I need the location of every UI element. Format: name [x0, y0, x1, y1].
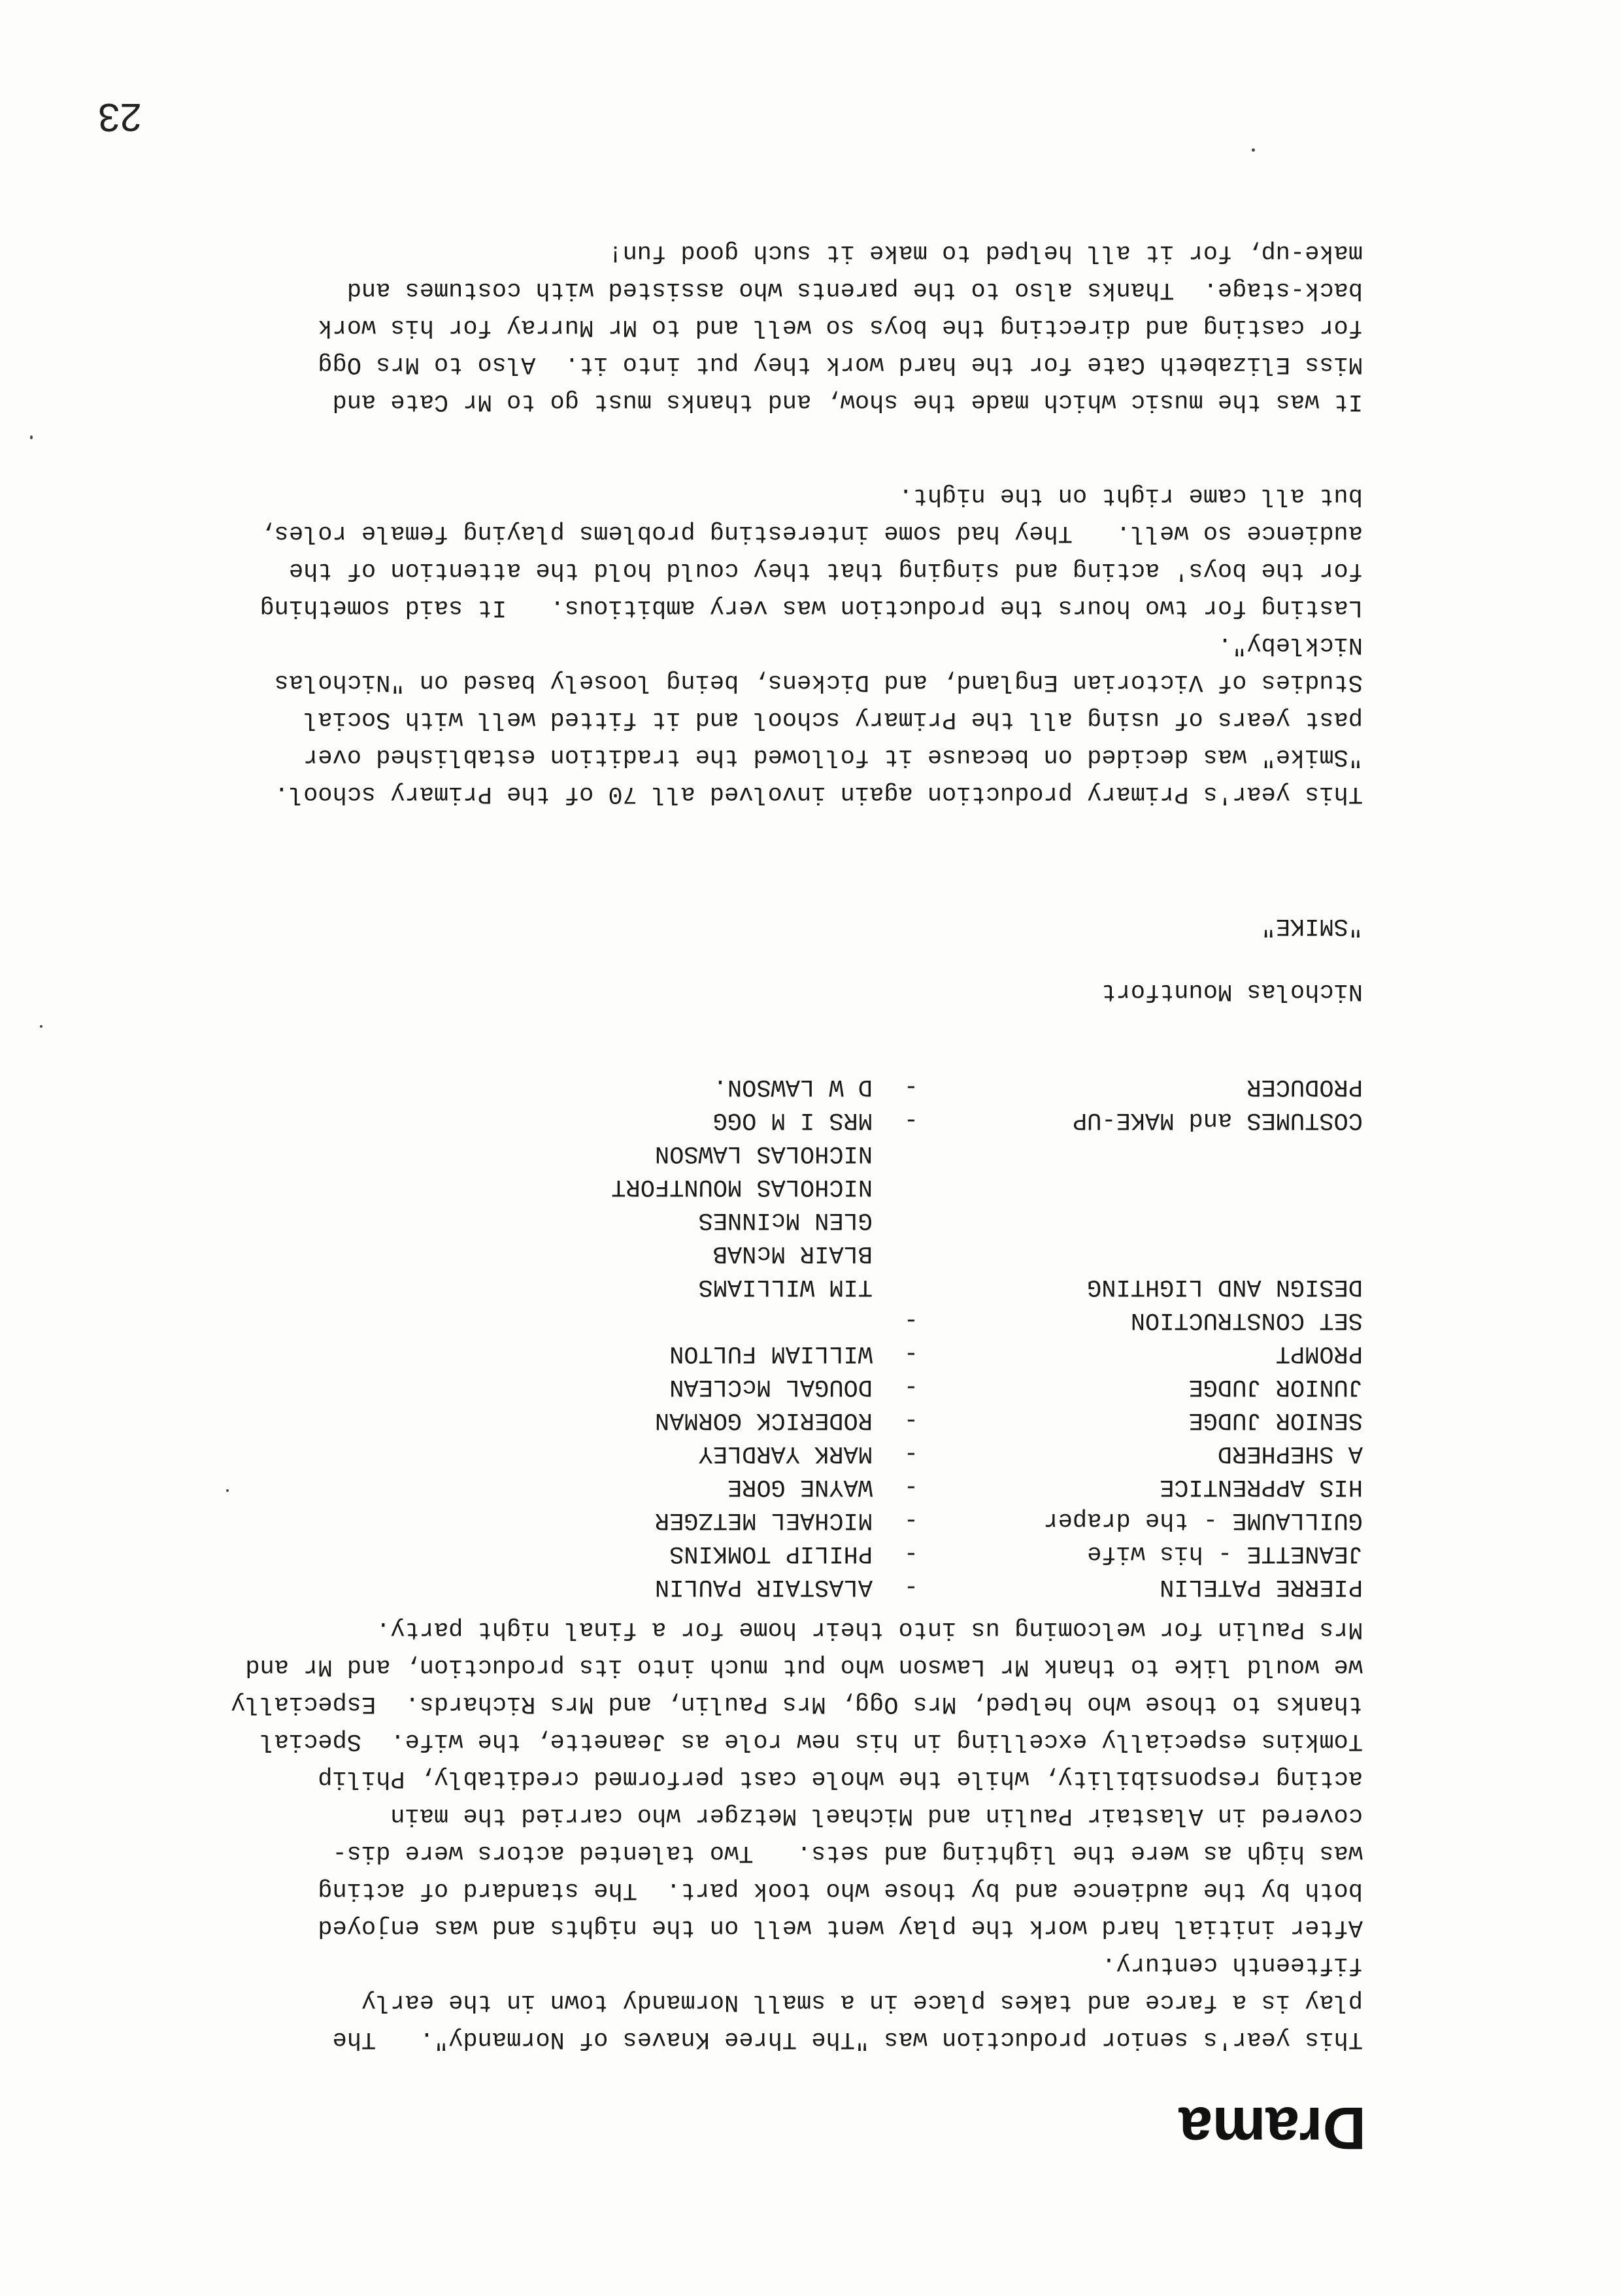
cast-dash: -	[903, 1506, 918, 1534]
cast-list	[304, 1070, 1363, 1603]
cast-names: PHILIP TOMKINS	[669, 1540, 873, 1567]
cast-dash: -	[903, 1306, 918, 1334]
cast-role: JEANETTE - his wife	[1087, 1540, 1363, 1567]
cast-names: WILLIAM FULTON	[669, 1340, 873, 1367]
cast-dash: -	[903, 1373, 918, 1400]
cast-dash: -	[903, 1106, 918, 1134]
page-title: Drama	[1178, 2095, 1366, 2161]
cast-row	[304, 1436, 1363, 1470]
scan-speck	[1252, 148, 1255, 152]
cast-names: ALASTAIR PAULIN	[654, 1573, 873, 1600]
cast-dash: -	[903, 1540, 918, 1567]
smike-paragraph-music: It was the music which made the show, and thanks must go to Mr Cate and Miss Elizabeth Cate for the hard work they put into it. Also to Mrs Ogg for casting and directing the boys so well and to Mr Murray for his work back-stage. Thanks also to the parents who assisted with costumes and make-up, for it all helped to make it such good fun!	[318, 239, 1363, 415]
cast-row	[304, 1103, 1363, 1136]
cast-row	[304, 1403, 1363, 1436]
cast-role: SET CONSTRUCTION DESIGN AND LIGHTING	[1087, 1273, 1363, 1334]
cast-dash: -	[903, 1340, 918, 1367]
cast-role: PRODUCER	[1246, 1073, 1363, 1100]
scan-speck	[30, 435, 33, 439]
cast-row	[304, 1503, 1363, 1536]
cast-role: A SHEPHERD	[1217, 1440, 1363, 1467]
smike-paragraph-intro: This year's Primary production again involved all 70 of the Primary school. "Smike" was decided on because it followed the tradition established over past years of using all the Primary school and it fitted well with Social Studies of Victorian England, and Dickens, being loosely based on "Nicholas Nickleby". Lasting for two hours the production was very ambitious. It said something for the boys' acting and singing that they could hold the attention of the audience so well. They had some interesting problems playing female roles, but all came right on the night.	[259, 482, 1363, 807]
cast-role: COSTUMES and MAKE-UP	[1072, 1106, 1363, 1134]
cast-names: WAYNE GORE	[727, 1473, 873, 1500]
cast-dash: -	[903, 1440, 918, 1467]
cast-dash: -	[903, 1573, 918, 1600]
cast-names: MARK YARDLEY	[698, 1440, 873, 1467]
cast-row	[304, 1570, 1363, 1603]
cast-row	[304, 1070, 1363, 1103]
cast-names: MICHAEL METZGER	[654, 1506, 873, 1534]
senior-production-paragraph: This year's senior production was "The Three Knaves of Normandy". The play is a farce and takes place in a small Normandy town in the early fifteenth century. After initial hard work the play went well on the nights and was enjoyed both by the audience and by those who took part. The standard of acting was high as were the lighting and sets. Two talented actors were dis- covered in Alastair Paulin and Michael Metzger who carried the main acting responsibility, while the whole cast performed creditably, Philip Tomkins especially excelling in his new role as Jeanette, the wife. Special thanks to those who helped, Mrs Ogg, Mrs Paulin, and Mrs Richards. Especially we would like to thank Mr Lawson who put much into its production, and Mr and Mrs Paulin for welcoming us into their home for a final night party.	[231, 1615, 1363, 2053]
cast-role: PROMPT	[1275, 1340, 1363, 1367]
page-number: 23	[98, 95, 142, 139]
cast-row	[304, 1136, 1363, 1336]
cast-names: D W LAWSON.	[712, 1073, 873, 1100]
cast-row	[304, 1370, 1363, 1403]
cast-dash: -	[903, 1406, 918, 1434]
cast-role: GUILLAUME - the draper	[1043, 1506, 1363, 1534]
cast-names: MRS I M OGG	[712, 1106, 873, 1134]
cast-role: PIERRE PATELIN	[1160, 1573, 1363, 1600]
cast-dash: -	[903, 1073, 918, 1100]
cast-row	[304, 1336, 1363, 1370]
cast-names: DOUGAL McCLEAN	[669, 1373, 873, 1400]
cast-names: TIM WILLIAMS BLAIR McNAB GLEN McINNES NICHOLAS MOUNTFORT NICHOLAS LAWSON	[611, 1140, 873, 1300]
cast-role: JUNIOR JUDGE	[1188, 1373, 1363, 1400]
cast-row	[304, 1470, 1363, 1503]
smike-play-title: "SMIKE"	[1261, 912, 1363, 939]
smike-author: Nicholas Mountfort	[1101, 977, 1363, 1005]
cast-names: RODERICK GORMAN	[654, 1406, 873, 1434]
cast-row	[304, 1536, 1363, 1570]
scan-speck	[226, 1489, 229, 1492]
cast-role: HIS APPRENTICE	[1160, 1473, 1363, 1500]
scan-speck	[40, 1025, 42, 1028]
cast-role: SENIOR JUDGE	[1188, 1406, 1363, 1434]
cast-dash: -	[903, 1473, 918, 1500]
